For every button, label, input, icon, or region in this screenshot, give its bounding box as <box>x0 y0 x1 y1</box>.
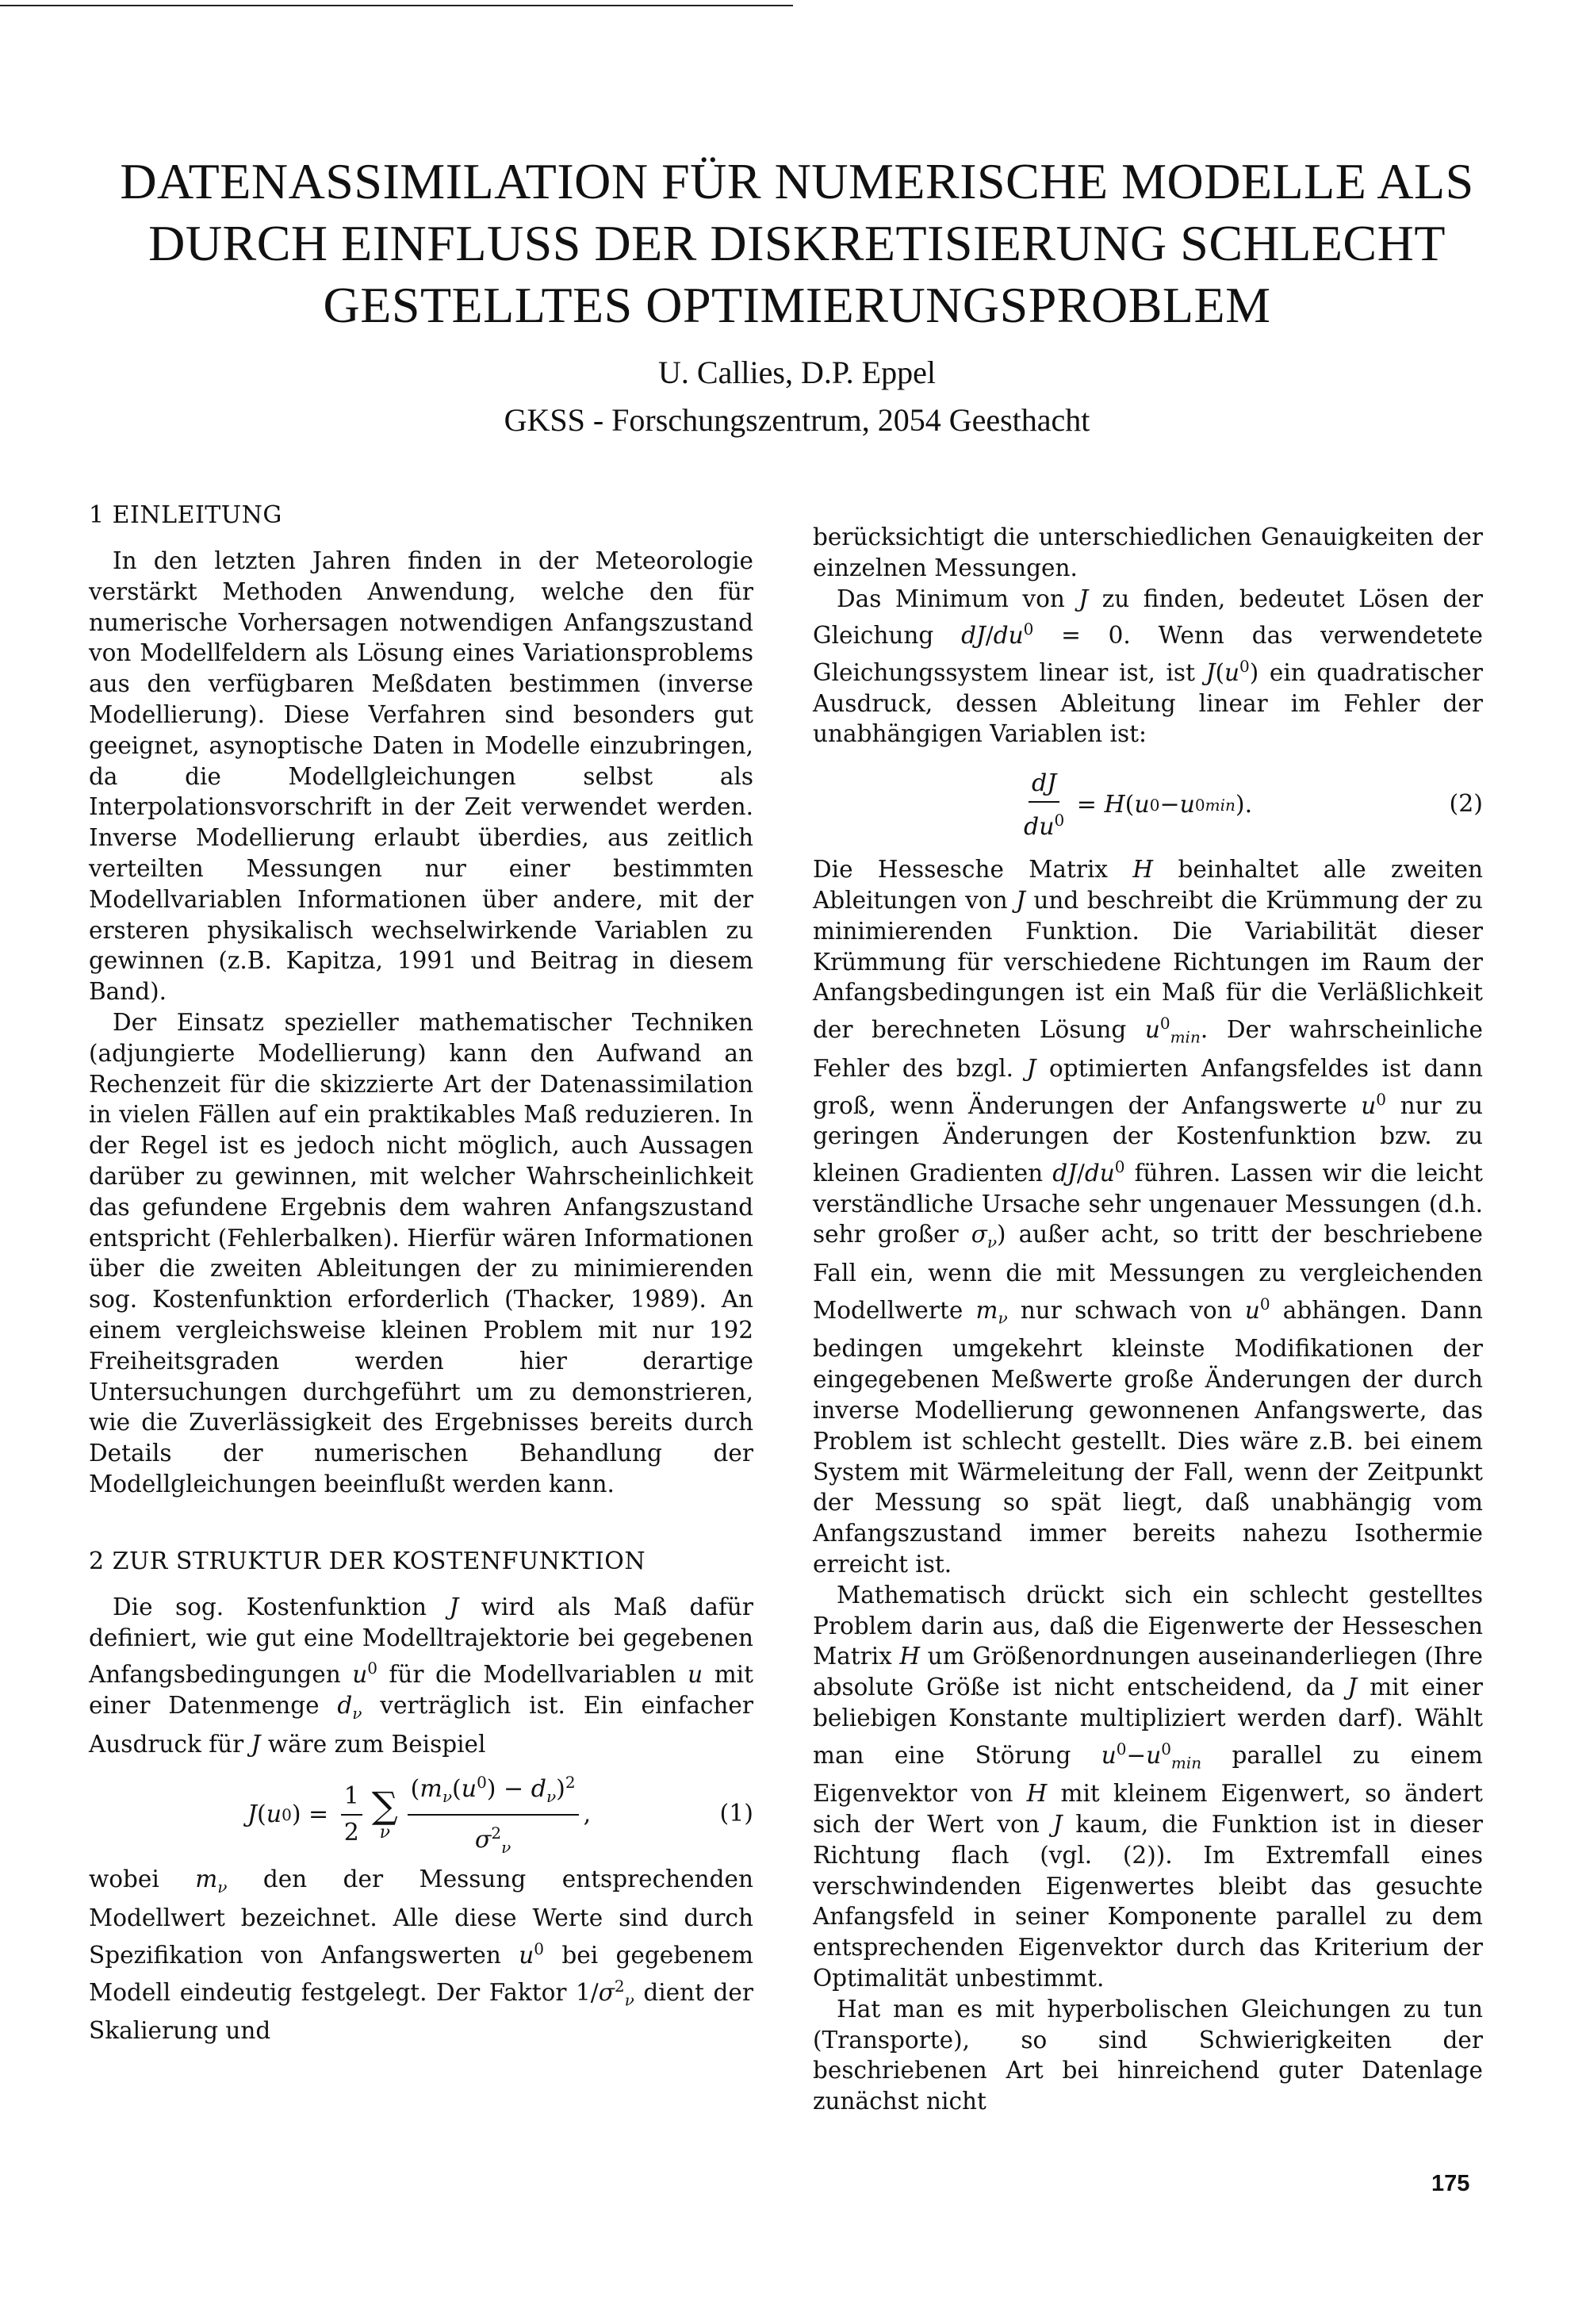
right-paragraph-2: Die Hessesche Matrix H beinhaltet alle zweiten Ableitungen von J und beschreibt die Krümmung der zu minimierenden Funktion. Die Variabilität dieser Krümmung für verschiedene Richtungen im Raum der Anfangsbedingungen ist ein Maß für die Verläßlichkeit der berechneten Lösung $u^0_{min}$. Der wahrscheinliche Fehler des bzgl. J optimierten Anfangsfeldes ist dann groß, wenn Änderungen der Anfangswerte $u^0$ nur zu geringen Änderungen der Kostenfunktion bzw. zu kleinen Gradienten $dJ/du^0$ führen. Lassen wir die leicht verständliche Ursache sehr ungenauer Messungen (d.h. sehr großer $\sigma_\nu$) außer acht, so tritt der beschriebene Fall ein, wenn die mit Messungen zu vergleichenden Modellwerte $m_\nu$ nur schwach von $u^0$ abhängen. Dann bedingen umgekehrt kleinste Modifikationen der eingegebenen Meßwerte große Änderungen der durch inverse Modellierung gewonnenen Anfangswerte, das Problem ist schlecht gestellt. Dies wäre z.B. bei einem System mit Wärmeleitung der Fall, wenn der Zeitpunkt der Messung so spät liegt, daß unabhängig vom Anfangszustand immer bereits nahezu Isothermie erreicht ist. <box>813 856 1483 1578</box>
right-paragraph-4: Hat man es mit hyperbolischen Gleichungen zu tun (Transporte), so sind Schwierigkeiten der beschriebenen Art bei hinreichend guter Datenlage zunächst nicht <box>813 1995 1483 2115</box>
author-block <box>0 349 1586 444</box>
paper-title <box>63 151 1530 336</box>
section-1-paragraph-1: In den letzten Jahren finden in der Meteorologie verstärkt Methoden Anwendung, welche den für numerische Vorhersagen notwendigen Anfangszustand von Modellfeldern als Lösung eines Variationsproblems aus den verfügbaren Meßdaten bestimmen (inverse Modellierung). Diese Verfahren sind besonders gut geeignet, asynoptische Daten in Modelle einzubringen, da die Modellgleichungen selbst als Interpolationsvorschrift in der Zeit verwendet werden. Inverse Modellierung erlaubt überdies, aus zeitlich verteilten Messungen nur einer bestimmten Modellvariablen Informationen über andere, mit der ersteren physikalisch wechselwirkende Variablen zu gewinnen (z.B. Kapitza, 1991 und Beitrag in diesem Band). <box>89 547 753 1006</box>
right-column <box>813 522 1483 2117</box>
right-paragraph-1: Das Minimum von J zu finden, bedeutet Lösen der Gleichung $dJ/du^0 = 0$. Wenn das verwendetete Gleichungssystem linear ist, ist $J(u^0)$ ein quadratischer Ausdruck, dessen Ableitung linear im Fehler der unabhängigen Variablen ist: <box>813 585 1483 748</box>
top-rule <box>0 5 793 6</box>
title-line-1: DATENASSIMILATION FÜR NUMERISCHE MODELLE ALS <box>120 153 1474 209</box>
title-line-2: DURCH EINFLUSS DER DISKRETISIERUNG SCHLECHT <box>148 215 1446 271</box>
title-line-3: GESTELLTES OPTIMIERUNGSPROBLEM <box>323 277 1271 333</box>
section-1-heading: 1 EINLEITUNG <box>89 501 282 529</box>
equation-1-body: J ( u 0 ) = $\frac{1}{2}$ ∑ ν $\frac{(m_\nu(u^0) - d_\nu)^2}{\sigma^2_\nu}$ , <box>247 1770 591 1859</box>
equation-2 <box>813 761 1483 849</box>
section-2-paragraph-2: wobei $m_\nu$ den der Messung entsprechenden Modellwert bezeichnet. Alle diese Werte sind durch Spezifikation von Anfangswerten $u^0$ bei gegebenem Modell eindeutig festgelegt. Der Faktor $1/\sigma^2_\nu$ dient der Skalierung und <box>89 1866 753 2045</box>
equation-1-number: (1) <box>719 1800 753 1828</box>
equation-1 <box>89 1770 753 1859</box>
page-number: 175 <box>1431 2171 1470 2196</box>
author-names: U. Callies, D.P. Eppel <box>658 355 936 390</box>
equation-2-body: $\frac{dJ}{du^0}$ = H ( u 0 − u 0 min ). <box>1024 769 1253 841</box>
section-1-paragraph-2: Der Einsatz spezieller mathematischer Techniken (adjungierte Modellierung) kann den Aufwand an Rechenzeit für die skizzierte Art der Datenassimilation in vielen Fällen auf ein praktikables Maß reduzieren. In der Regel ist es jedoch nicht möglich, auch Aussagen darüber zu gewinnen, mit welcher Wahrscheinlichkeit das gefundene Ergebnis dem wahren Anfangszustand entspricht (Fehlerbalken). Hierfür wären Informationen über die zweiten Ableitungen der zu minimierenden sog. Kostenfunktion erforderlich (Thacker, 1989). An einem vergleichsweise kleinen Problem mit nur 192 Freiheitsgraden werden hier derartige Untersuchungen durchgeführt um zu demonstrieren, wie die Zuverlässigkeit des Ergebnisses bereits durch Details der numerischen Behandlung der Modellgleichungen beeinflußt werden kann. <box>89 1008 753 1498</box>
equation-2-number: (2) <box>1449 790 1483 819</box>
author-affiliation: GKSS - Forschungszentrum, 2054 Geesthacht <box>504 402 1090 438</box>
section-2-paragraph-1: Die sog. Kostenfunktion J wird als Maß dafür definiert, wie gut eine Modelltrajektorie bei gegebenen Anfangsbedingungen $u^0$ für die Modellvariablen u mit einer Datenmenge $d_\nu$ verträglich ist. Ein einfacher Ausdruck für J wäre zum Beispiel <box>89 1593 753 1758</box>
section-2-heading: 2 ZUR STRUKTUR DER KOSTENFUNKTION <box>89 1547 646 1575</box>
right-paragraph-0: berücksichtigt die unterschiedlichen Genauigkeiten der einzelnen Messungen. <box>813 523 1483 581</box>
right-paragraph-3: Mathematisch drückt sich ein schlecht gestelltes Problem darin aus, daß die Eigenwerte der Hesseschen Matrix H um Größenordnungen auseinanderliegen (Ihre absolute Größe ist nicht entscheidend, da J mit einer beliebigen Konstante multipliziert werden darf). Wählt man eine Störung $u^0-u^0_{min}$ parallel zu einem Eigenvektor von H mit kleinem Eigenwert, so ändert sich der Wert von J kaum, die Funktion ist in dieser Richtung flach (vgl. (2)). Im Extremfall eines verschwindenden Eigenwertes bleibt das gesuchte Anfangsfeld in seiner Komponente parallel zu dem entsprechenden Eigenvektor durch das Kriterium der Optimalität unbestimmt. <box>813 1581 1483 1992</box>
left-column <box>89 500 753 2046</box>
